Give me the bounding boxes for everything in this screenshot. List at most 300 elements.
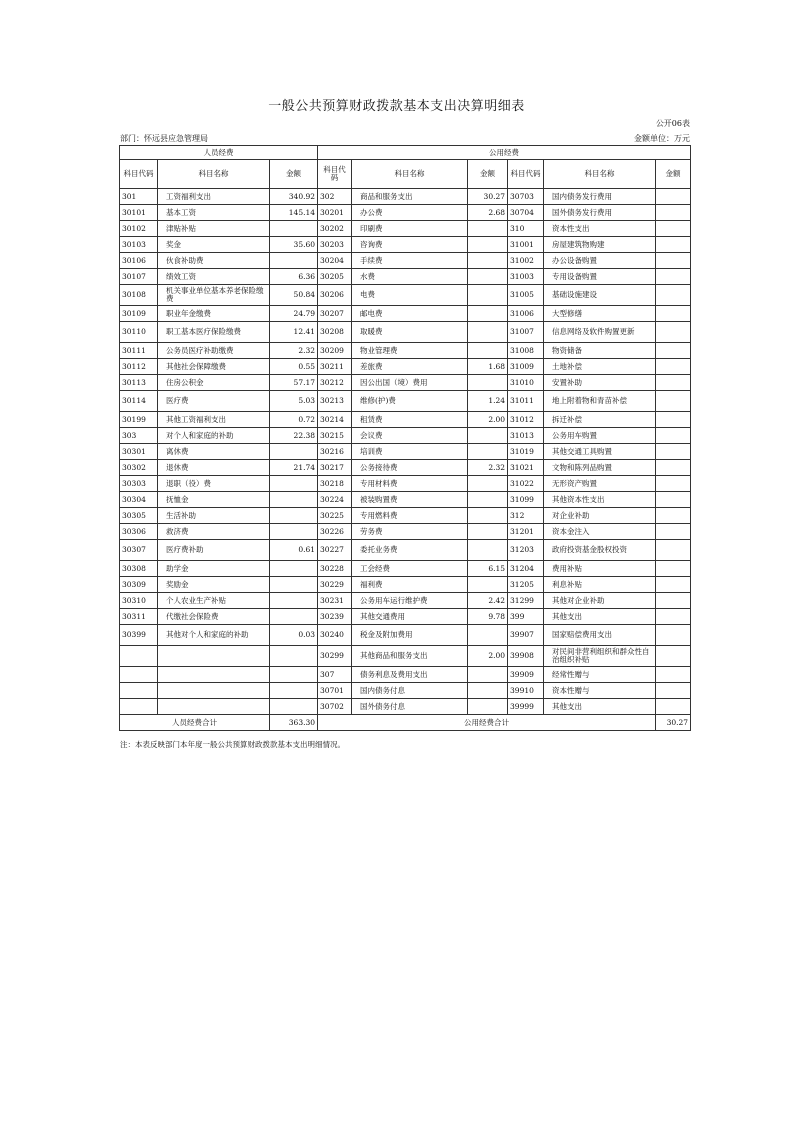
name-cell: 助学金 [158, 561, 270, 577]
code-cell: 30207 [318, 306, 352, 322]
code-cell: 303 [120, 428, 158, 444]
name-cell: 房屋建筑物购建 [544, 237, 656, 253]
code-cell: 30215 [318, 428, 352, 444]
name-cell: 办公设备购置 [544, 253, 656, 269]
amount-cell: 2.42 [468, 593, 508, 609]
column-header-row [120, 160, 691, 189]
amount-cell [468, 253, 508, 269]
name-cell: 其他资本性支出 [544, 492, 656, 508]
code-cell: 301 [120, 189, 158, 205]
code-cell: 30310 [120, 593, 158, 609]
code-cell: 30703 [508, 189, 544, 205]
code-cell: 31013 [508, 428, 544, 444]
name-cell: 维修(护)费 [352, 391, 468, 412]
code-cell: 30203 [318, 237, 352, 253]
name-cell: 医疗费 [158, 391, 270, 412]
name-cell: 其他对企业补助 [544, 593, 656, 609]
name-cell: 资本性赠与 [544, 683, 656, 699]
amount-cell: 57.17 [270, 375, 318, 391]
amount-cell: 9.78 [468, 609, 508, 625]
code-cell: 31002 [508, 253, 544, 269]
name-cell: 公务用车购置 [544, 428, 656, 444]
table-row [120, 189, 691, 205]
code-cell: 30226 [318, 524, 352, 540]
name-cell: 工会经费 [352, 561, 468, 577]
code-cell: 31204 [508, 561, 544, 577]
name-cell: 奖励金 [158, 577, 270, 593]
name-cell: 差旅费 [352, 359, 468, 375]
name-cell: 其他工资福利支出 [158, 412, 270, 428]
amount-cell [468, 508, 508, 524]
amount-cell [468, 269, 508, 285]
code-cell: 310 [508, 221, 544, 237]
amount-cell: 340.92 [270, 189, 318, 205]
code-cell: 31019 [508, 444, 544, 460]
code-cell: 30399 [120, 625, 158, 646]
amount-cell [656, 561, 691, 577]
table-row [120, 269, 691, 285]
amount-cell: 0.61 [270, 540, 318, 561]
amount-cell [656, 343, 691, 359]
amount-cell: 5.03 [270, 391, 318, 412]
table-row [120, 476, 691, 492]
amount-cell [270, 577, 318, 593]
name-cell: 劳务费 [352, 524, 468, 540]
amount-cell: 35.60 [270, 237, 318, 253]
amount-cell [656, 205, 691, 221]
name-cell: 税金及附加费用 [352, 625, 468, 646]
name-cell: 物业管理费 [352, 343, 468, 359]
amount-cell [656, 609, 691, 625]
amount-cell [468, 524, 508, 540]
amount-cell [656, 269, 691, 285]
code-cell: 31203 [508, 540, 544, 561]
name-cell: 医疗费补助 [158, 540, 270, 561]
totals-row [120, 715, 691, 731]
name-cell: 办公费 [352, 205, 468, 221]
col-header-amount: 金额 [468, 160, 508, 189]
name-cell: 其他社会保障缴费 [158, 359, 270, 375]
name-cell: 资本性支出 [544, 221, 656, 237]
code-cell: 30201 [318, 205, 352, 221]
name-cell [158, 667, 270, 683]
name-cell: 被装购置费 [352, 492, 468, 508]
code-cell: 302 [318, 189, 352, 205]
amount-cell [656, 391, 691, 412]
amount-cell: 21.74 [270, 460, 318, 476]
code-cell: 30704 [508, 205, 544, 221]
name-cell: 退职（役）费 [158, 476, 270, 492]
table-row [120, 391, 691, 412]
name-cell: 救济费 [158, 524, 270, 540]
code-cell: 31007 [508, 322, 544, 343]
name-cell: 取暖费 [352, 322, 468, 343]
name-cell: 福利费 [352, 577, 468, 593]
amount-cell [656, 625, 691, 646]
name-cell: 其他交通工具购置 [544, 444, 656, 460]
col-header-code: 科目代码 [120, 160, 158, 189]
code-cell: 30110 [120, 322, 158, 343]
code-cell: 31022 [508, 476, 544, 492]
name-cell: 其他对个人和家庭的补助 [158, 625, 270, 646]
name-cell: 公务接待费 [352, 460, 468, 476]
code-cell: 30102 [120, 221, 158, 237]
amount-cell [656, 460, 691, 476]
amount-cell: 1.24 [468, 391, 508, 412]
amount-unit-label: 金额单位：万元 [634, 134, 690, 143]
code-cell: 30306 [120, 524, 158, 540]
name-cell: 因公出国（境）费用 [352, 375, 468, 391]
table-row [120, 322, 691, 343]
code-cell: 31201 [508, 524, 544, 540]
amount-cell [656, 444, 691, 460]
name-cell: 邮电费 [352, 306, 468, 322]
name-cell: 绩效工资 [158, 269, 270, 285]
amount-cell [468, 237, 508, 253]
name-cell: 经常性赠与 [544, 667, 656, 683]
code-cell: 39907 [508, 625, 544, 646]
section-public: 公用经费 [318, 146, 691, 160]
col-header-code: 科目代码 [508, 160, 544, 189]
amount-cell [468, 577, 508, 593]
amount-cell [270, 667, 318, 683]
name-cell: 国内债务付息 [352, 683, 468, 699]
code-cell: 30305 [120, 508, 158, 524]
table-row [120, 609, 691, 625]
code-cell: 30204 [318, 253, 352, 269]
code-cell: 30309 [120, 577, 158, 593]
name-cell: 国外债务发行费用 [544, 205, 656, 221]
code-cell: 30240 [318, 625, 352, 646]
amount-cell: 6.15 [468, 561, 508, 577]
name-cell: 住房公积金 [158, 375, 270, 391]
name-cell [158, 683, 270, 699]
personnel-total-value: 363.30 [270, 715, 318, 731]
expenditure-detail-table [119, 145, 691, 731]
name-cell: 伙食补助费 [158, 253, 270, 269]
table-row [120, 667, 691, 683]
amount-cell [656, 667, 691, 683]
amount-cell [270, 476, 318, 492]
amount-cell [656, 699, 691, 715]
table-row [120, 375, 691, 391]
amount-cell [468, 221, 508, 237]
name-cell: 物资储备 [544, 343, 656, 359]
amount-cell [656, 285, 691, 306]
name-cell: 培训费 [352, 444, 468, 460]
name-cell: 土地补偿 [544, 359, 656, 375]
amount-cell [656, 428, 691, 444]
amount-cell [656, 577, 691, 593]
name-cell: 电费 [352, 285, 468, 306]
code-cell: 39908 [508, 646, 544, 667]
amount-cell [656, 306, 691, 322]
table-row [120, 237, 691, 253]
name-cell: 专用材料费 [352, 476, 468, 492]
table-row [120, 625, 691, 646]
code-cell: 30212 [318, 375, 352, 391]
name-cell: 拆迁补偿 [544, 412, 656, 428]
code-cell: 30301 [120, 444, 158, 460]
name-cell: 代缴社会保险费 [158, 609, 270, 625]
code-cell: 31205 [508, 577, 544, 593]
table-row [120, 412, 691, 428]
col-header-amount: 金额 [270, 160, 318, 189]
amount-cell [270, 699, 318, 715]
name-cell: 印刷费 [352, 221, 468, 237]
amount-cell [270, 524, 318, 540]
code-cell: 31021 [508, 460, 544, 476]
code-cell: 30302 [120, 460, 158, 476]
amount-cell: 12.41 [270, 322, 318, 343]
name-cell: 职业年金缴费 [158, 306, 270, 322]
section-header-row [120, 146, 691, 160]
table-row [120, 593, 691, 609]
amount-cell: 2.32 [270, 343, 318, 359]
col-header-name: 科目名称 [158, 160, 270, 189]
name-cell: 地上附着物和青苗补偿 [544, 391, 656, 412]
amount-cell [656, 189, 691, 205]
code-cell: 30228 [318, 561, 352, 577]
code-cell: 30209 [318, 343, 352, 359]
name-cell: 基础设施建设 [544, 285, 656, 306]
code-cell: 31009 [508, 359, 544, 375]
amount-cell: 30.27 [468, 189, 508, 205]
amount-cell: 50.84 [270, 285, 318, 306]
code-cell: 30701 [318, 683, 352, 699]
code-cell [120, 683, 158, 699]
table-row [120, 359, 691, 375]
code-cell: 30199 [120, 412, 158, 428]
table-row [120, 646, 691, 667]
amount-cell [270, 646, 318, 667]
amount-cell: 24.79 [270, 306, 318, 322]
public-total-value: 30.27 [656, 715, 691, 731]
code-cell: 30224 [318, 492, 352, 508]
code-cell: 30216 [318, 444, 352, 460]
col-header-name: 科目名称 [544, 160, 656, 189]
name-cell: 国家赔偿费用支出 [544, 625, 656, 646]
code-cell: 307 [318, 667, 352, 683]
table-row [120, 524, 691, 540]
code-cell: 30213 [318, 391, 352, 412]
amount-cell [270, 561, 318, 577]
table-row [120, 205, 691, 221]
table-row [120, 343, 691, 359]
table-row [120, 508, 691, 524]
code-cell: 399 [508, 609, 544, 625]
code-cell: 30214 [318, 412, 352, 428]
name-cell: 资本金注入 [544, 524, 656, 540]
code-cell: 30239 [318, 609, 352, 625]
amount-cell [270, 221, 318, 237]
code-cell: 31012 [508, 412, 544, 428]
name-cell: 国外债务付息 [352, 699, 468, 715]
col-header-code: 科目代码 [318, 160, 352, 189]
code-cell: 30202 [318, 221, 352, 237]
code-cell: 30113 [120, 375, 158, 391]
amount-cell [468, 343, 508, 359]
col-header-name: 科目名称 [352, 160, 468, 189]
amount-cell: 1.68 [468, 359, 508, 375]
amount-cell [270, 253, 318, 269]
code-cell: 31099 [508, 492, 544, 508]
code-cell: 30208 [318, 322, 352, 343]
code-cell: 30108 [120, 285, 158, 306]
name-cell: 基本工资 [158, 205, 270, 221]
name-cell: 其他支出 [544, 609, 656, 625]
amount-cell [656, 375, 691, 391]
name-cell [158, 699, 270, 715]
name-cell: 抚恤金 [158, 492, 270, 508]
code-cell: 30106 [120, 253, 158, 269]
name-cell: 奖金 [158, 237, 270, 253]
section-personnel: 人员经费 [120, 146, 318, 160]
amount-cell [468, 492, 508, 508]
amount-cell [468, 540, 508, 561]
name-cell: 手续费 [352, 253, 468, 269]
name-cell: 其他商品和服务支出 [352, 646, 468, 667]
code-cell: 30303 [120, 476, 158, 492]
name-cell: 个人农业生产补贴 [158, 593, 270, 609]
code-cell: 30206 [318, 285, 352, 306]
name-cell: 文物和陈列品购置 [544, 460, 656, 476]
code-cell: 31010 [508, 375, 544, 391]
name-cell: 信息网络及软件购置更新 [544, 322, 656, 343]
amount-cell [656, 508, 691, 524]
amount-cell [468, 444, 508, 460]
form-number: 公开06表 [655, 119, 690, 128]
amount-cell: 22.38 [270, 428, 318, 444]
amount-cell [656, 593, 691, 609]
amount-cell: 0.55 [270, 359, 318, 375]
name-cell: 租赁费 [352, 412, 468, 428]
table-row [120, 561, 691, 577]
amount-cell [270, 508, 318, 524]
table-row [120, 540, 691, 561]
name-cell: 安置补助 [544, 375, 656, 391]
name-cell: 对企业补助 [544, 508, 656, 524]
amount-cell: 2.32 [468, 460, 508, 476]
amount-cell: 2.00 [468, 646, 508, 667]
amount-cell [468, 667, 508, 683]
name-cell: 费用补贴 [544, 561, 656, 577]
amount-cell [468, 699, 508, 715]
code-cell: 30225 [318, 508, 352, 524]
name-cell: 债务利息及费用支出 [352, 667, 468, 683]
amount-cell: 145.14 [270, 205, 318, 221]
amount-cell: 0.72 [270, 412, 318, 428]
amount-cell [270, 593, 318, 609]
name-cell: 工资福利支出 [158, 189, 270, 205]
public-total-label: 公用经费合计 [318, 715, 656, 731]
amount-cell [656, 476, 691, 492]
amount-cell: 6.36 [270, 269, 318, 285]
name-cell: 会议费 [352, 428, 468, 444]
name-cell: 国内债务发行费用 [544, 189, 656, 205]
amount-cell [468, 375, 508, 391]
table-row [120, 699, 691, 715]
name-cell: 商品和服务支出 [352, 189, 468, 205]
code-cell: 30205 [318, 269, 352, 285]
personnel-total-label: 人员经费合计 [120, 715, 270, 731]
name-cell: 利息补贴 [544, 577, 656, 593]
code-cell: 30307 [120, 540, 158, 561]
name-cell: 专用燃料费 [352, 508, 468, 524]
amount-cell [656, 683, 691, 699]
code-cell: 30109 [120, 306, 158, 322]
name-cell: 机关事业单位基本养老保险缴费 [158, 285, 270, 306]
code-cell: 31299 [508, 593, 544, 609]
code-cell: 312 [508, 508, 544, 524]
code-cell: 30308 [120, 561, 158, 577]
amount-cell [656, 524, 691, 540]
name-cell: 其他支出 [544, 699, 656, 715]
table-row [120, 306, 691, 322]
code-cell: 30227 [318, 540, 352, 561]
amount-cell [656, 646, 691, 667]
code-cell: 30107 [120, 269, 158, 285]
page-title: 一般公共预算财政拨款基本支出决算明细表 [268, 99, 525, 114]
amount-cell [468, 306, 508, 322]
code-cell: 31005 [508, 285, 544, 306]
col-header-amount: 金额 [656, 160, 691, 189]
table-row [120, 492, 691, 508]
code-cell [120, 699, 158, 715]
name-cell: 委托业务费 [352, 540, 468, 561]
code-cell: 30702 [318, 699, 352, 715]
name-cell: 对民间非营利组织和群众性自治组织补贴 [544, 646, 656, 667]
code-cell: 39909 [508, 667, 544, 683]
code-cell: 30111 [120, 343, 158, 359]
table-row [120, 460, 691, 476]
amount-cell [270, 492, 318, 508]
code-cell: 31011 [508, 391, 544, 412]
code-cell: 30304 [120, 492, 158, 508]
table-row [120, 253, 691, 269]
amount-cell [468, 285, 508, 306]
code-cell [120, 667, 158, 683]
code-cell: 30229 [318, 577, 352, 593]
code-cell: 31001 [508, 237, 544, 253]
amount-cell [270, 683, 318, 699]
code-cell: 30218 [318, 476, 352, 492]
name-cell [158, 646, 270, 667]
name-cell: 大型修缮 [544, 306, 656, 322]
name-cell: 离休费 [158, 444, 270, 460]
amount-cell: 0.03 [270, 625, 318, 646]
table-row [120, 444, 691, 460]
name-cell: 咨询费 [352, 237, 468, 253]
amount-cell: 2.68 [468, 205, 508, 221]
amount-cell [656, 322, 691, 343]
name-cell: 政府投资基金股权投资 [544, 540, 656, 561]
code-cell: 30114 [120, 391, 158, 412]
table-row [120, 683, 691, 699]
amount-cell [270, 444, 318, 460]
code-cell: 30217 [318, 460, 352, 476]
code-cell [120, 646, 158, 667]
table-row [120, 221, 691, 237]
code-cell: 30211 [318, 359, 352, 375]
code-cell: 31006 [508, 306, 544, 322]
amount-cell [656, 540, 691, 561]
table-row [120, 285, 691, 306]
amount-cell [656, 412, 691, 428]
name-cell: 职工基本医疗保险缴费 [158, 322, 270, 343]
name-cell: 津贴补贴 [158, 221, 270, 237]
name-cell: 公务员医疗补助缴费 [158, 343, 270, 359]
